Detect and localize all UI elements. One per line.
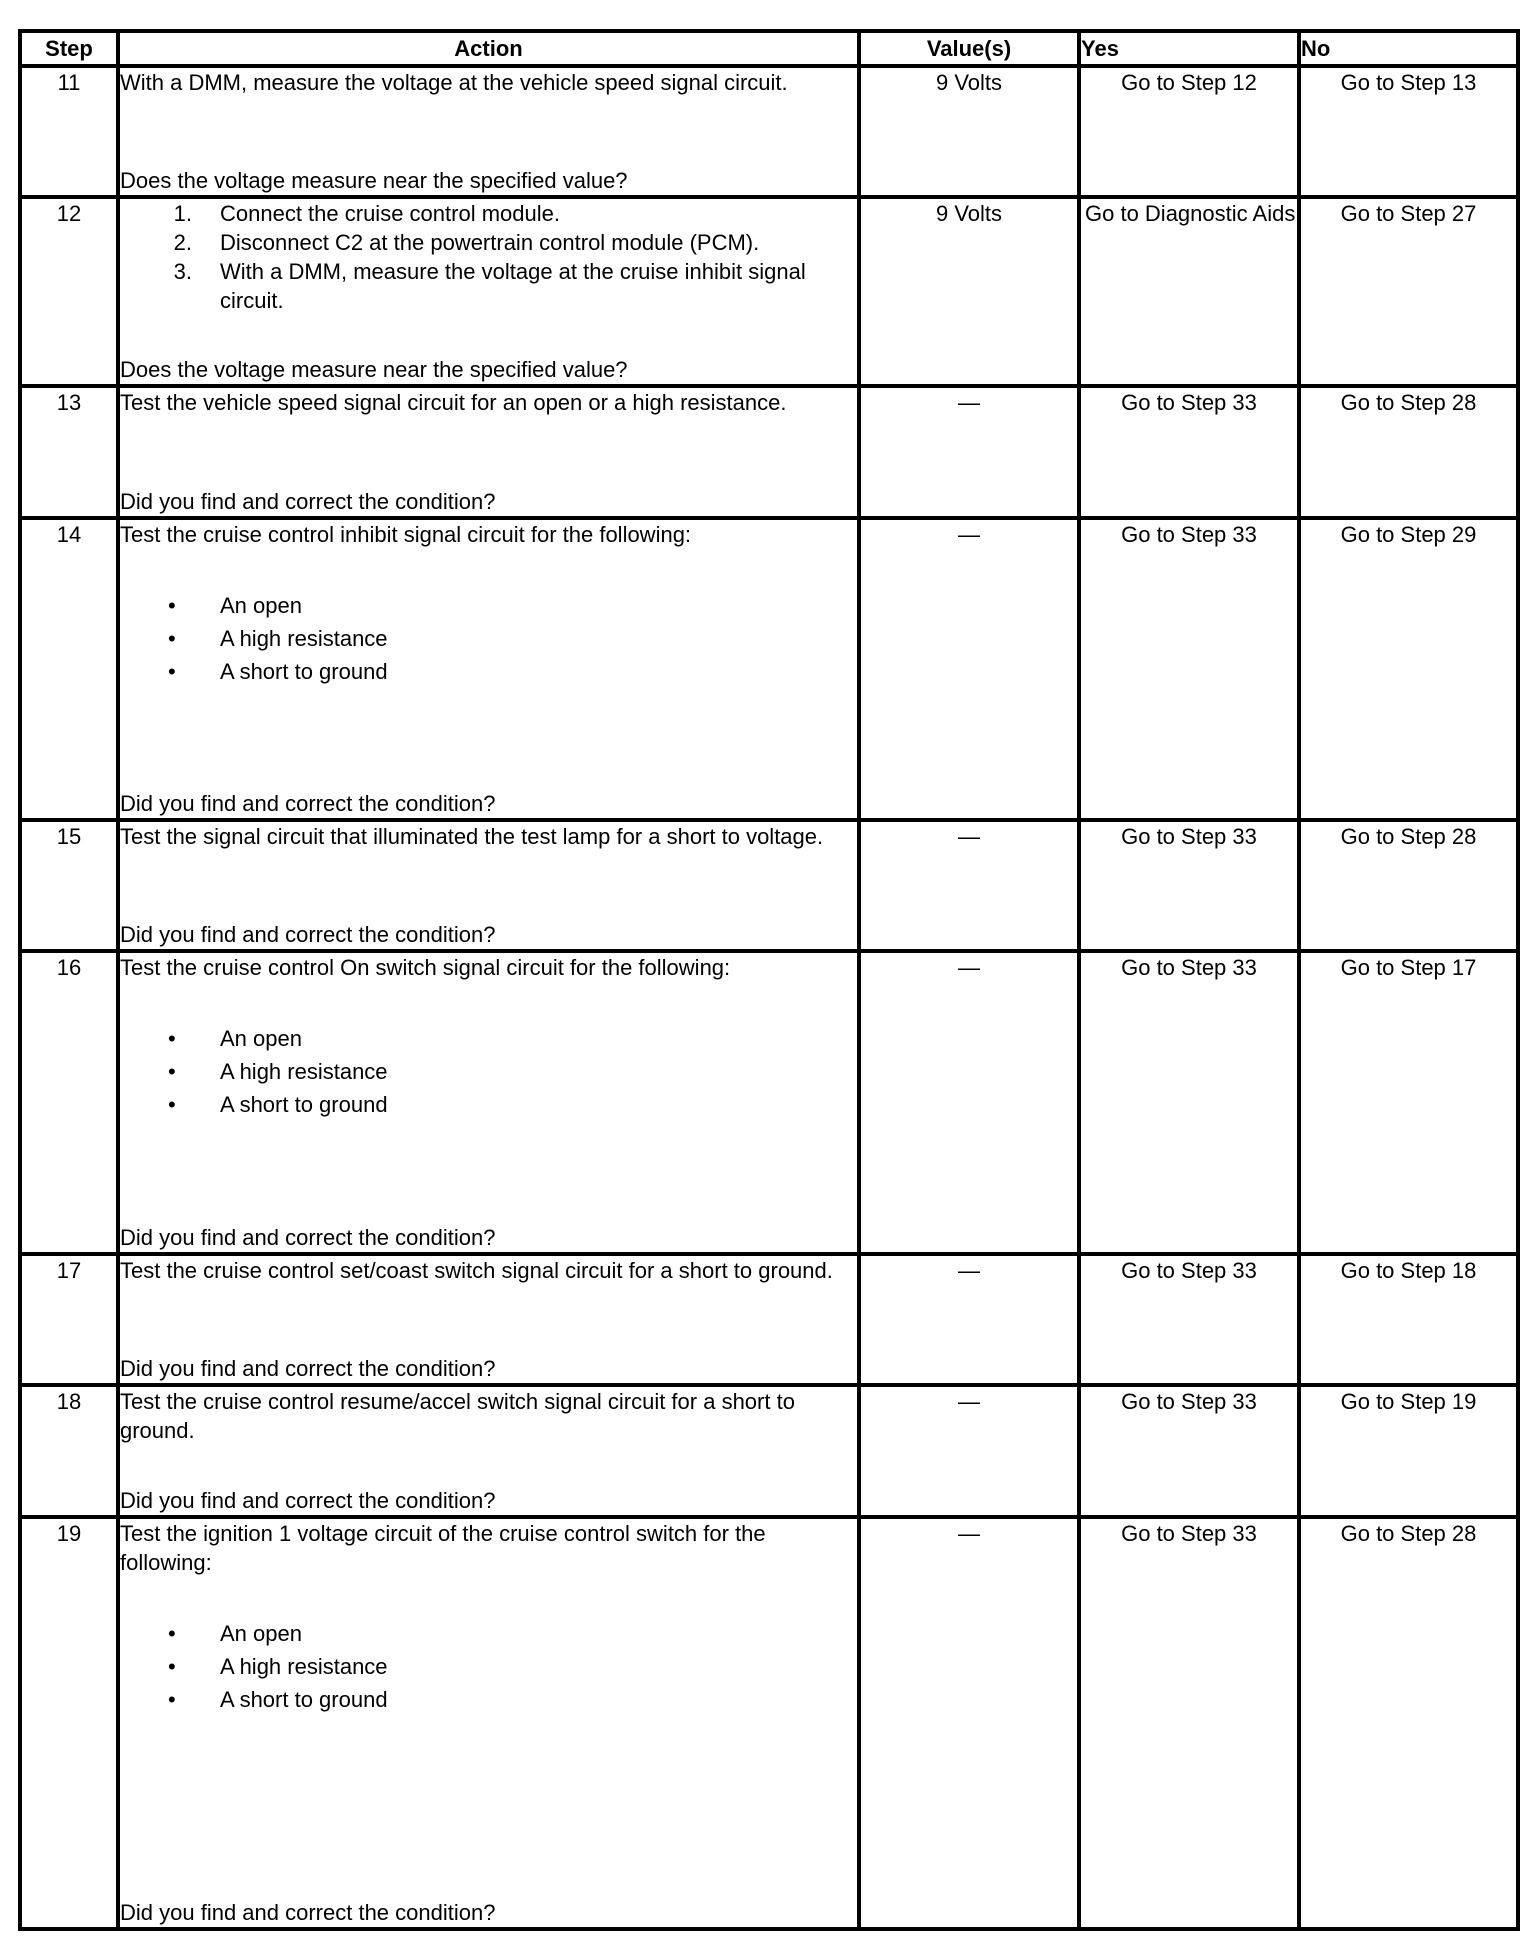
action-question: Did you find and correct the condition? bbox=[120, 922, 496, 948]
header-no: No bbox=[1299, 31, 1518, 66]
action-text: Test the cruise control On switch signal circuit for the following: bbox=[120, 955, 731, 981]
action-cell bbox=[118, 951, 859, 1253]
action-cell bbox=[118, 820, 859, 951]
table-row bbox=[20, 1254, 1518, 1385]
table-row bbox=[20, 1517, 1518, 1929]
action-question: Did you find and correct the condition? bbox=[120, 791, 496, 816]
value-cell: — bbox=[859, 518, 1079, 820]
bullet-list bbox=[120, 589, 857, 688]
yes-text: Go to Diagnostic Aids bbox=[1085, 201, 1296, 227]
action-text: Test the cruise control resume/accel switch signal circuit for a short to ground. bbox=[120, 1389, 795, 1444]
no-cell: Go to Step 17 bbox=[1299, 951, 1518, 1253]
yes-cell: Go to Step 33 bbox=[1079, 1254, 1299, 1385]
value-cell: — bbox=[859, 820, 1079, 951]
value-cell: — bbox=[859, 1385, 1079, 1516]
table-row bbox=[20, 951, 1518, 1253]
step-number: 16 bbox=[20, 951, 118, 1253]
value-cell: — bbox=[859, 951, 1079, 1253]
table-row bbox=[20, 820, 1518, 951]
action-cell bbox=[118, 518, 859, 820]
step-number: 17 bbox=[20, 1254, 118, 1385]
action-text: Test the ignition 1 voltage circuit of the cruise control switch for the following: bbox=[120, 1520, 766, 1575]
action-cell bbox=[118, 1254, 859, 1385]
bullet-list bbox=[120, 1617, 857, 1716]
yes-cell: Go to Step 12 bbox=[1079, 66, 1299, 197]
yes-cell: Go to Step 33 bbox=[1079, 518, 1299, 820]
header-step: Step bbox=[20, 31, 118, 66]
action-question: Does the voltage measure near the specified value? bbox=[120, 357, 628, 383]
step-number: 11 bbox=[20, 66, 118, 197]
action-question: Did you find and correct the condition? bbox=[120, 1900, 496, 1925]
action-cell bbox=[118, 197, 859, 386]
yes-cell: Go to Step 33 bbox=[1079, 1517, 1299, 1929]
step-number: 14 bbox=[20, 518, 118, 820]
table-row bbox=[20, 386, 1518, 517]
no-cell: Go to Step 29 bbox=[1299, 518, 1518, 820]
list-item: • An open bbox=[168, 1026, 302, 1052]
table-row bbox=[20, 518, 1518, 820]
action-cell bbox=[118, 1517, 859, 1929]
list-item: • An open bbox=[168, 592, 302, 618]
list-item: • A high resistance bbox=[168, 1653, 388, 1679]
action-text: Test the cruise control set/coast switch signal circuit for a short to ground. bbox=[120, 1257, 833, 1283]
value-cell: — bbox=[859, 1254, 1079, 1385]
action-question: Did you find and correct the condition? bbox=[120, 1356, 496, 1382]
action-question: Did you find and correct the condition? bbox=[120, 1224, 496, 1250]
no-cell: Go to Step 28 bbox=[1299, 1517, 1518, 1929]
yes-cell: Go to Step 33 bbox=[1079, 386, 1299, 517]
action-question: Did you find and correct the condition? bbox=[120, 1487, 496, 1513]
no-cell: Go to Step 13 bbox=[1299, 66, 1518, 197]
action-text: Test the signal circuit that illuminated the test lamp for a short to voltage. bbox=[120, 824, 824, 849]
yes-cell: Go to Step 33 bbox=[1079, 1385, 1299, 1516]
no-cell: Go to Step 28 bbox=[1299, 820, 1518, 951]
table-row bbox=[20, 66, 1518, 197]
step-number: 15 bbox=[20, 820, 118, 951]
list-item: 1. Connect the cruise control module. bbox=[173, 201, 560, 227]
step-number: 19 bbox=[20, 1517, 118, 1929]
no-cell: Go to Step 19 bbox=[1299, 1385, 1518, 1516]
action-cell bbox=[118, 66, 859, 197]
no-cell: Go to Step 27 bbox=[1299, 197, 1518, 386]
value-cell: — bbox=[859, 1517, 1079, 1929]
step-number: 18 bbox=[20, 1385, 118, 1516]
list-item: • A short to ground bbox=[168, 1092, 388, 1118]
yes-cell: Go to Step 33 bbox=[1079, 820, 1299, 951]
yes-cell bbox=[1079, 197, 1299, 386]
action-text: Test the cruise control inhibit signal circuit for the following: bbox=[120, 521, 692, 547]
table-row bbox=[20, 197, 1518, 386]
list-item: • An open bbox=[168, 1620, 302, 1646]
no-cell: Go to Step 18 bbox=[1299, 1254, 1518, 1385]
bullet-list bbox=[120, 1022, 857, 1121]
action-text: Test the vehicle speed signal circuit for an open or a high resistance. bbox=[120, 390, 787, 416]
list-item: • A short to ground bbox=[168, 658, 388, 684]
header-row bbox=[20, 31, 1518, 66]
header-action: Action bbox=[118, 31, 859, 66]
list-item: 3. With a DMM, measure the voltage at the cruise inhibit signal circuit. bbox=[173, 259, 806, 314]
action-question: Does the voltage measure near the specified value? bbox=[120, 168, 628, 194]
step-number: 12 bbox=[20, 197, 118, 386]
action-cell bbox=[118, 1385, 859, 1516]
no-cell: Go to Step 28 bbox=[1299, 386, 1518, 517]
value-cell: 9 Volts bbox=[859, 66, 1079, 197]
header-yes: Yes bbox=[1079, 31, 1299, 66]
diagnostic-table bbox=[18, 29, 1520, 1931]
action-cell bbox=[118, 386, 859, 517]
action-text: With a DMM, measure the voltage at the vehicle speed signal circuit. bbox=[120, 70, 788, 95]
header-values: Value(s) bbox=[859, 31, 1079, 66]
value-cell: — bbox=[859, 386, 1079, 517]
yes-cell: Go to Step 33 bbox=[1079, 951, 1299, 1253]
list-item: • A high resistance bbox=[168, 625, 388, 651]
table-row bbox=[20, 1385, 1518, 1516]
list-item: • A short to ground bbox=[168, 1686, 388, 1712]
list-item: • A high resistance bbox=[168, 1059, 388, 1085]
action-question: Did you find and correct the condition? bbox=[120, 488, 496, 514]
action-step-list bbox=[120, 199, 857, 315]
value-cell: 9 Volts bbox=[859, 197, 1079, 386]
list-item: 2. Disconnect C2 at the powertrain control module (PCM). bbox=[173, 230, 760, 256]
step-number: 13 bbox=[20, 386, 118, 517]
